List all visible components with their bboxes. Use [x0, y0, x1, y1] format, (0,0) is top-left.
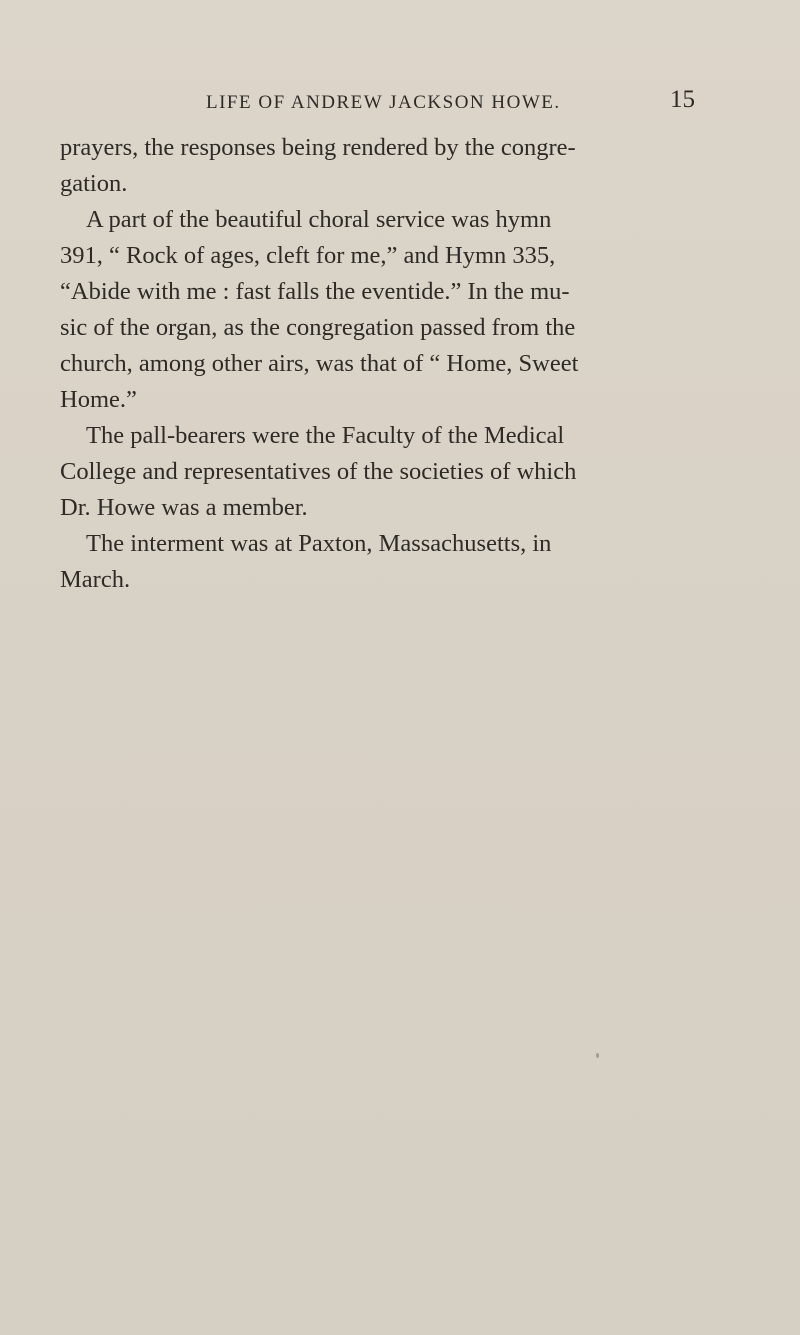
running-title: LIFE OF ANDREW JACKSON HOWE. — [206, 92, 561, 113]
paragraph-prayers — [60, 130, 780, 202]
text-line: “Abide with me : fast falls the eventide.” In the mu- — [60, 278, 570, 305]
text-line: The pall-bearers were the Faculty of the Medical — [86, 422, 565, 449]
text-line: A part of the beautiful choral service was hymn — [86, 206, 552, 233]
running-head — [206, 86, 766, 124]
text-line: church, among other airs, was that of “ Home, Sweet — [60, 350, 579, 377]
page-number: 15 — [670, 86, 695, 113]
paragraph-choral-service — [60, 202, 780, 418]
text-line: prayers, the responses being rendered by the congre- — [60, 134, 576, 161]
text-line: Dr. Howe was a member. — [60, 494, 308, 521]
text-line: The interment was at Paxton, Massachusetts, in — [86, 530, 552, 557]
paragraph-pall-bearers — [60, 418, 780, 526]
body-text — [60, 130, 780, 598]
text-line: sic of the organ, as the congregation passed from the — [60, 314, 576, 341]
text-line: 391, “ Rock of ages, cleft for me,” and Hymn 335, — [60, 242, 556, 269]
text-line: Home.” — [60, 386, 137, 413]
text-line: gation. — [60, 170, 128, 197]
paragraph-interment — [60, 526, 780, 598]
paper-speck — [596, 1053, 599, 1058]
text-line: March. — [60, 566, 131, 593]
text-line: College and representatives of the societies of which — [60, 458, 577, 485]
